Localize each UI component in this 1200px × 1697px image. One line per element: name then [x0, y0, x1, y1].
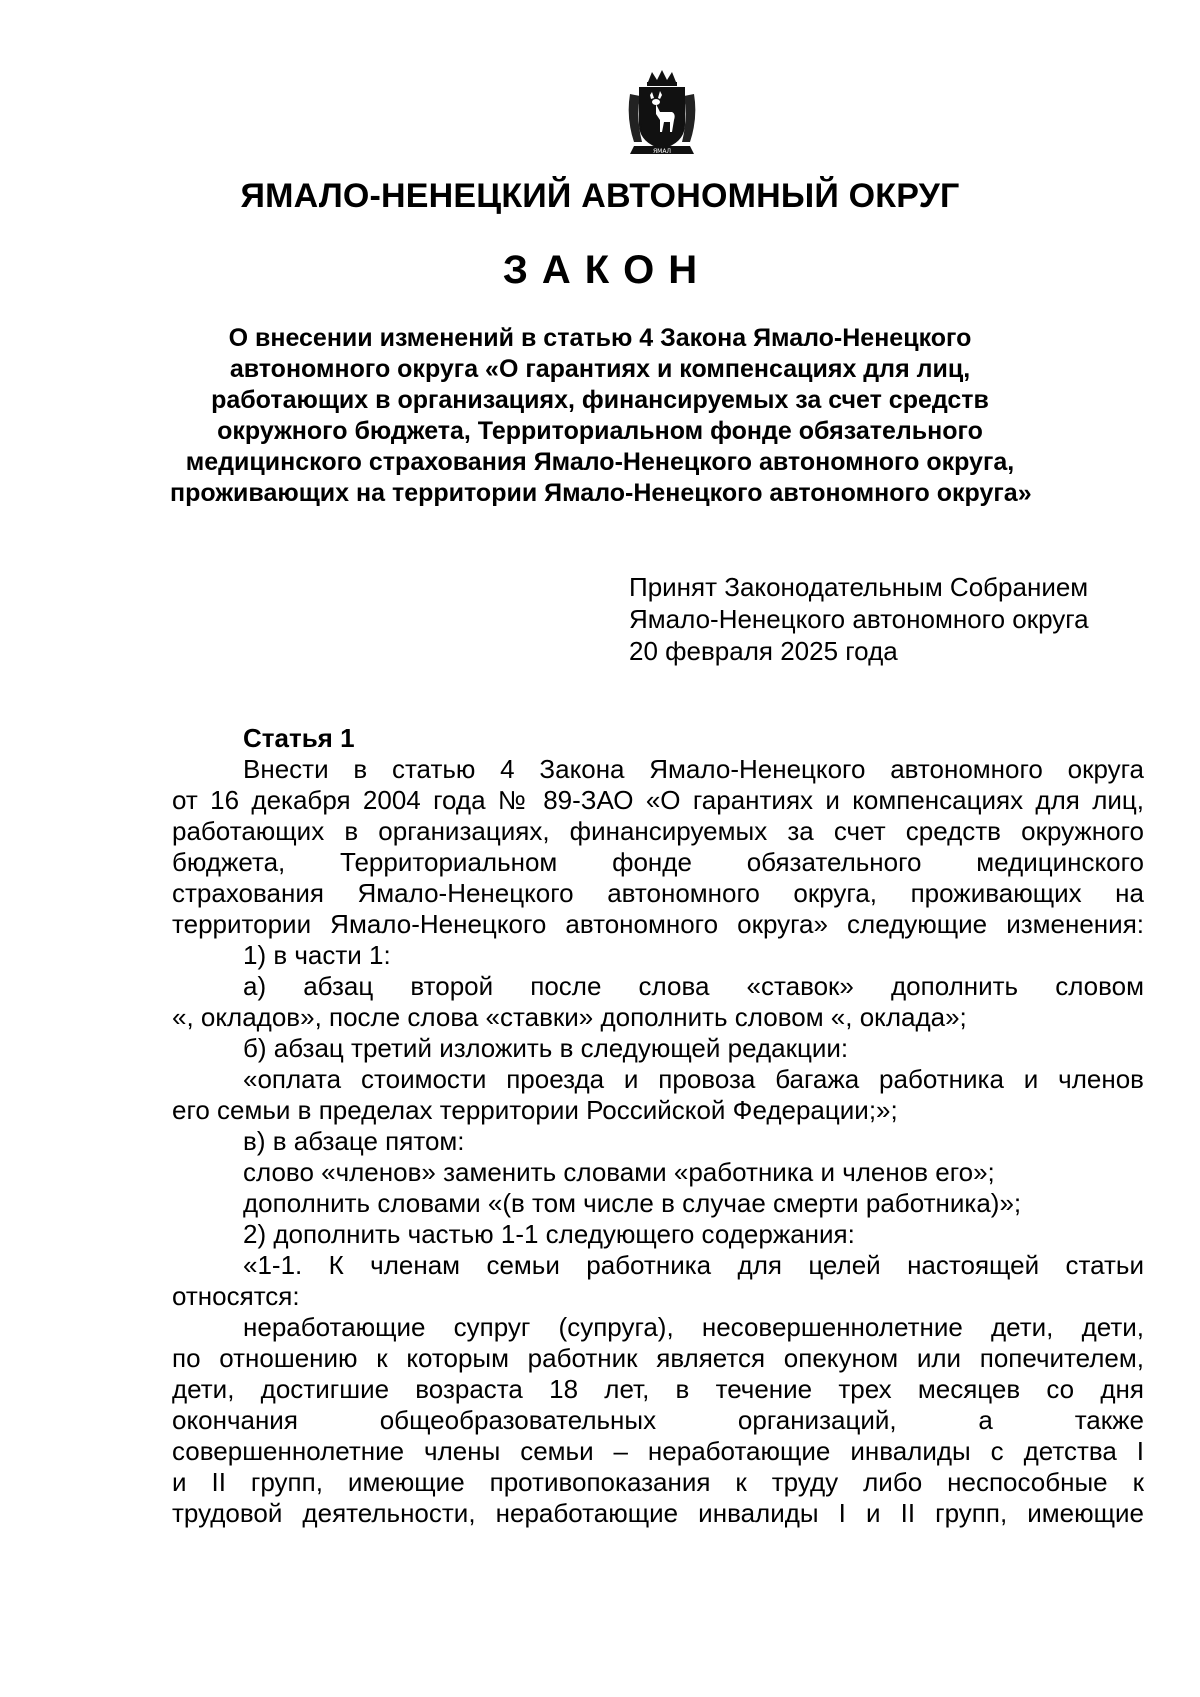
- adoption-note: [629, 571, 1089, 667]
- adoption-line: Принят Законодательным Собранием: [629, 572, 1089, 602]
- paragraph-line: совершеннолетние члены семьи – неработающие инвалиды с детства I: [172, 1436, 1144, 1466]
- paragraph-line: 2) дополнить частью 1-1 следующего содержания:: [243, 1219, 855, 1249]
- article-heading: Статья 1: [243, 723, 355, 753]
- title-line: автономного округа «О гарантиях и компенсациях для лиц,: [229, 355, 971, 383]
- paragraph-line: слово «членов» заменить словами «работника и членов его»;: [243, 1157, 995, 1187]
- paragraph-line: Внести в статью 4 Закона Ямало-Ненецкого автономного округа: [243, 754, 1144, 784]
- title-line: медицинского страхования Ямало-Ненецкого автономного округа,: [185, 448, 1015, 476]
- paragraph-line: «1-1. К членам семьи работника для целей настоящей статьи: [243, 1250, 1144, 1280]
- title-line: О внесении изменений в статью 4 Закона Ямало-Ненецкого: [228, 324, 972, 352]
- article-body: [172, 723, 1144, 1529]
- document-type: ЗАКОН: [502, 248, 712, 292]
- paragraph-line: б) абзац третий изложить в следующей редакции:: [243, 1033, 849, 1063]
- paragraph-line: дополнить словами «(в том числе в случае смерти работника)»;: [243, 1188, 1022, 1218]
- law-title: [170, 323, 1030, 509]
- paragraph-line: неработающие супруг (супруга), несовершеннолетние дети, дети,: [243, 1312, 1144, 1342]
- region-name: ЯМАЛО-НЕНЕЦКИЙ АВТОНОМНЫЙ ОКРУГ: [240, 177, 960, 215]
- paragraph-line: «оплата стоимости проезда и провоза багажа работника и членов: [243, 1064, 1144, 1094]
- paragraph-line: его семьи в пределах территории Российской Федерации;»;: [172, 1095, 898, 1125]
- paragraph-line: дети, достигшие возраста 18 лет, в течение трех месяцев со дня: [172, 1374, 1144, 1404]
- paragraph-line: 1) в части 1:: [243, 940, 391, 970]
- adoption-line: 20 февраля 2025 года: [629, 636, 898, 666]
- paragraph-line: в) в абзаце пятом:: [243, 1126, 465, 1156]
- paragraph-line: трудовой деятельности, неработающие инвалиды I и II групп, имеющие: [172, 1498, 1144, 1528]
- paragraph-line: «, окладов», после слова «ставки» дополнить словом «, оклада»;: [172, 1002, 967, 1032]
- paragraph-line: а) абзац второй после слова «ставок» дополнить словом: [243, 971, 1144, 1001]
- coat-of-arms-icon: [620, 68, 704, 160]
- paragraph-line: и II групп, имеющие противопоказания к труду либо неспособные к: [172, 1467, 1144, 1497]
- paragraph-line: окончания общеобразовательных организаций, а также: [172, 1405, 1144, 1435]
- paragraph-line: территории Ямало-Ненецкого автономного округа» следующие изменения:: [172, 909, 1144, 939]
- paragraph-line: от 16 декабря 2004 года № 89-ЗАО «О гарантиях и компенсациях для лиц,: [172, 785, 1144, 815]
- svg-text:ЯМАЛ: ЯМАЛ: [653, 148, 671, 155]
- paragraph-line: относятся:: [172, 1281, 300, 1311]
- paragraph-line: по отношению к которым работник является опекуном или попечителем,: [172, 1343, 1144, 1373]
- adoption-line: Ямало-Ненецкого автономного округа: [629, 604, 1089, 634]
- paragraph-line: страхования Ямало-Ненецкого автономного округа, проживающих на: [172, 878, 1144, 908]
- paragraph-line: работающих в организациях, финансируемых за счет средств окружного: [172, 816, 1144, 846]
- title-line: окружного бюджета, Территориальном фонде обязательного: [217, 417, 983, 445]
- paragraph-line: бюджета, Территориальном фонде обязательного медицинского: [172, 847, 1144, 877]
- title-line: работающих в организациях, финансируемых за счет средств: [211, 386, 989, 414]
- title-line: проживающих на территории Ямало-Ненецкого автономного округа»: [170, 479, 1032, 507]
